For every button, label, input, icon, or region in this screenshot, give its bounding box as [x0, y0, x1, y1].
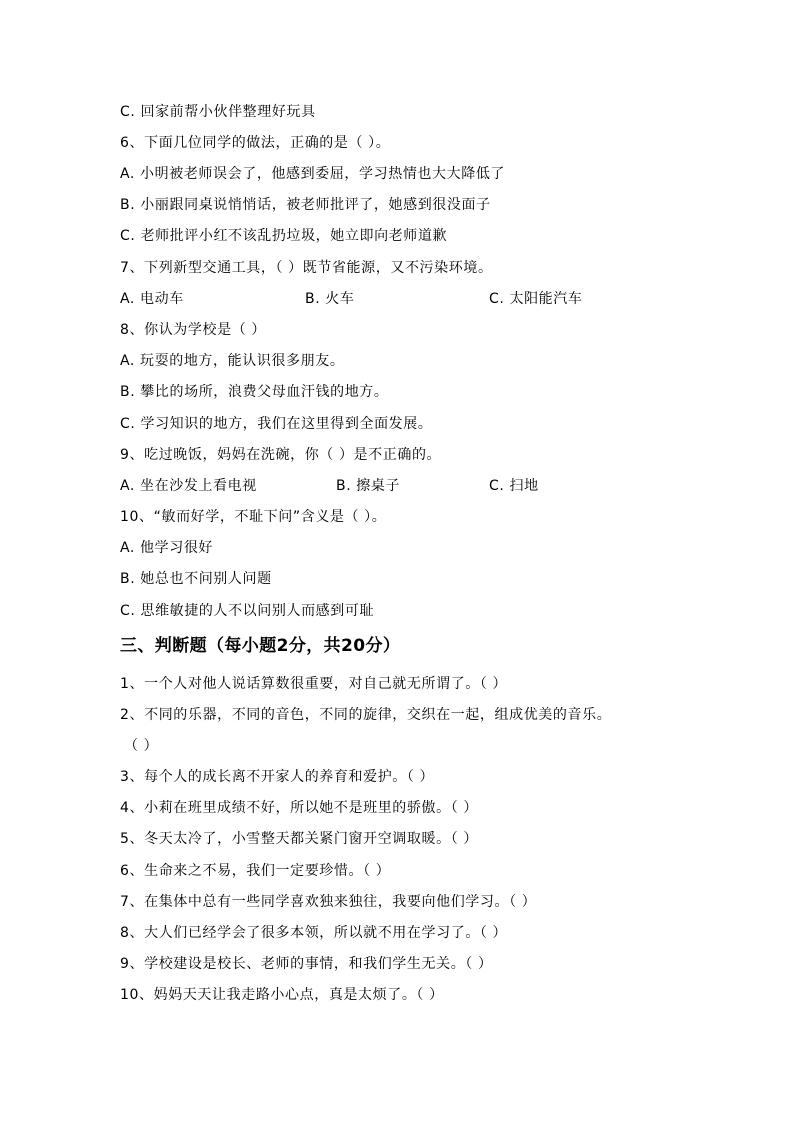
- judge-item-2: 2、不同的乐器，不同的音色，不同的旋律，交织在一起，组成优美的音乐。: [120, 707, 612, 723]
- judge-item-6: 6、生命来之不易，我们一定要珍惜。（ ）: [120, 863, 391, 879]
- q10-option-b: B. 她总也不问别人问题: [120, 571, 272, 587]
- judge-item-9: 9、学校建设是校长、老师的事情，和我们学生无关。（ ）: [120, 956, 493, 972]
- judge-item-7: 7、在集体中总有一些同学喜欢独来独往，我要向他们学习。（ ）: [120, 894, 537, 910]
- q6-option-c: C. 老师批评小红不该乱扔垃圾，她立即向老师道歉: [120, 228, 448, 244]
- q7-option-a: A. 电动车: [120, 291, 184, 307]
- judge-item-10: 10、妈妈天天让我走路小心点，真是太烦了。（ ）: [120, 987, 444, 1003]
- q6-option-b: B. 小丽跟同桌说悄悄话，被老师批评了，她感到很没面子: [120, 197, 491, 213]
- judge-item-8: 8、大人们已经学会了很多本领，所以就不用在学习了。（ ）: [120, 925, 508, 941]
- q8-option-a: A. 玩耍的地方，能认识很多朋友。: [120, 353, 345, 369]
- judge-item-3: 3、每个人的成长离不开家人的养育和爱护。（ ）: [120, 769, 435, 785]
- q9-option-c: C. 扫地: [489, 478, 539, 494]
- judge-item-2-blank: （ ）: [124, 738, 159, 754]
- question-6: 6、下面几位同学的做法，正确的是（ ）。: [120, 135, 391, 151]
- q10-option-a: A. 他学习很好: [120, 540, 214, 556]
- q7-option-c: C. 太阳能汽车: [489, 291, 583, 307]
- q7-option-b: B. 火车: [305, 291, 355, 307]
- q9-option-b: B. 擦桌子: [336, 478, 401, 494]
- question-9: 9、吃过晚饭，妈妈在洗碗，你（ ）是不正确的。: [120, 447, 442, 463]
- judge-item-1: 1、一个人对他人说话算数很重要，对自己就无所谓了。（ ）: [120, 676, 508, 692]
- question-8: 8、你认为学校是（ ）: [120, 322, 266, 338]
- q8-option-c: C. 学习知识的地方，我们在这里得到全面发展。: [120, 416, 433, 432]
- question-10: 10、“敏而好学，不耻下问”含义是（ ）。: [120, 509, 387, 525]
- q8-option-b: B. 攀比的场所，浪费父母血汗钱的地方。: [120, 384, 389, 400]
- section-heading-judgement: 三、判断题（每小题2分，共20分）: [120, 636, 401, 656]
- judge-item-4: 4、小莉在班里成绩不好，所以她不是班里的骄傲。（ ）: [120, 800, 478, 816]
- judge-item-5: 5、冬天太冷了，小雪整天都关紧门窗开空调取暖。（ ）: [120, 831, 478, 847]
- question-7: 7、下列新型交通工具，（ ）既节省能源，又不污染环境。: [120, 260, 493, 276]
- q9-option-a: A. 坐在沙发上看电视: [120, 478, 257, 494]
- q10-option-c: C. 思维敏捷的人不以问别人而感到可耻: [120, 603, 375, 619]
- q5-option-c: C. 回家前帮小伙伴整理好玩具: [120, 104, 316, 120]
- q6-option-a: A. 小明被老师误会了，他感到委屈，学习热情也大大降低了: [120, 166, 506, 182]
